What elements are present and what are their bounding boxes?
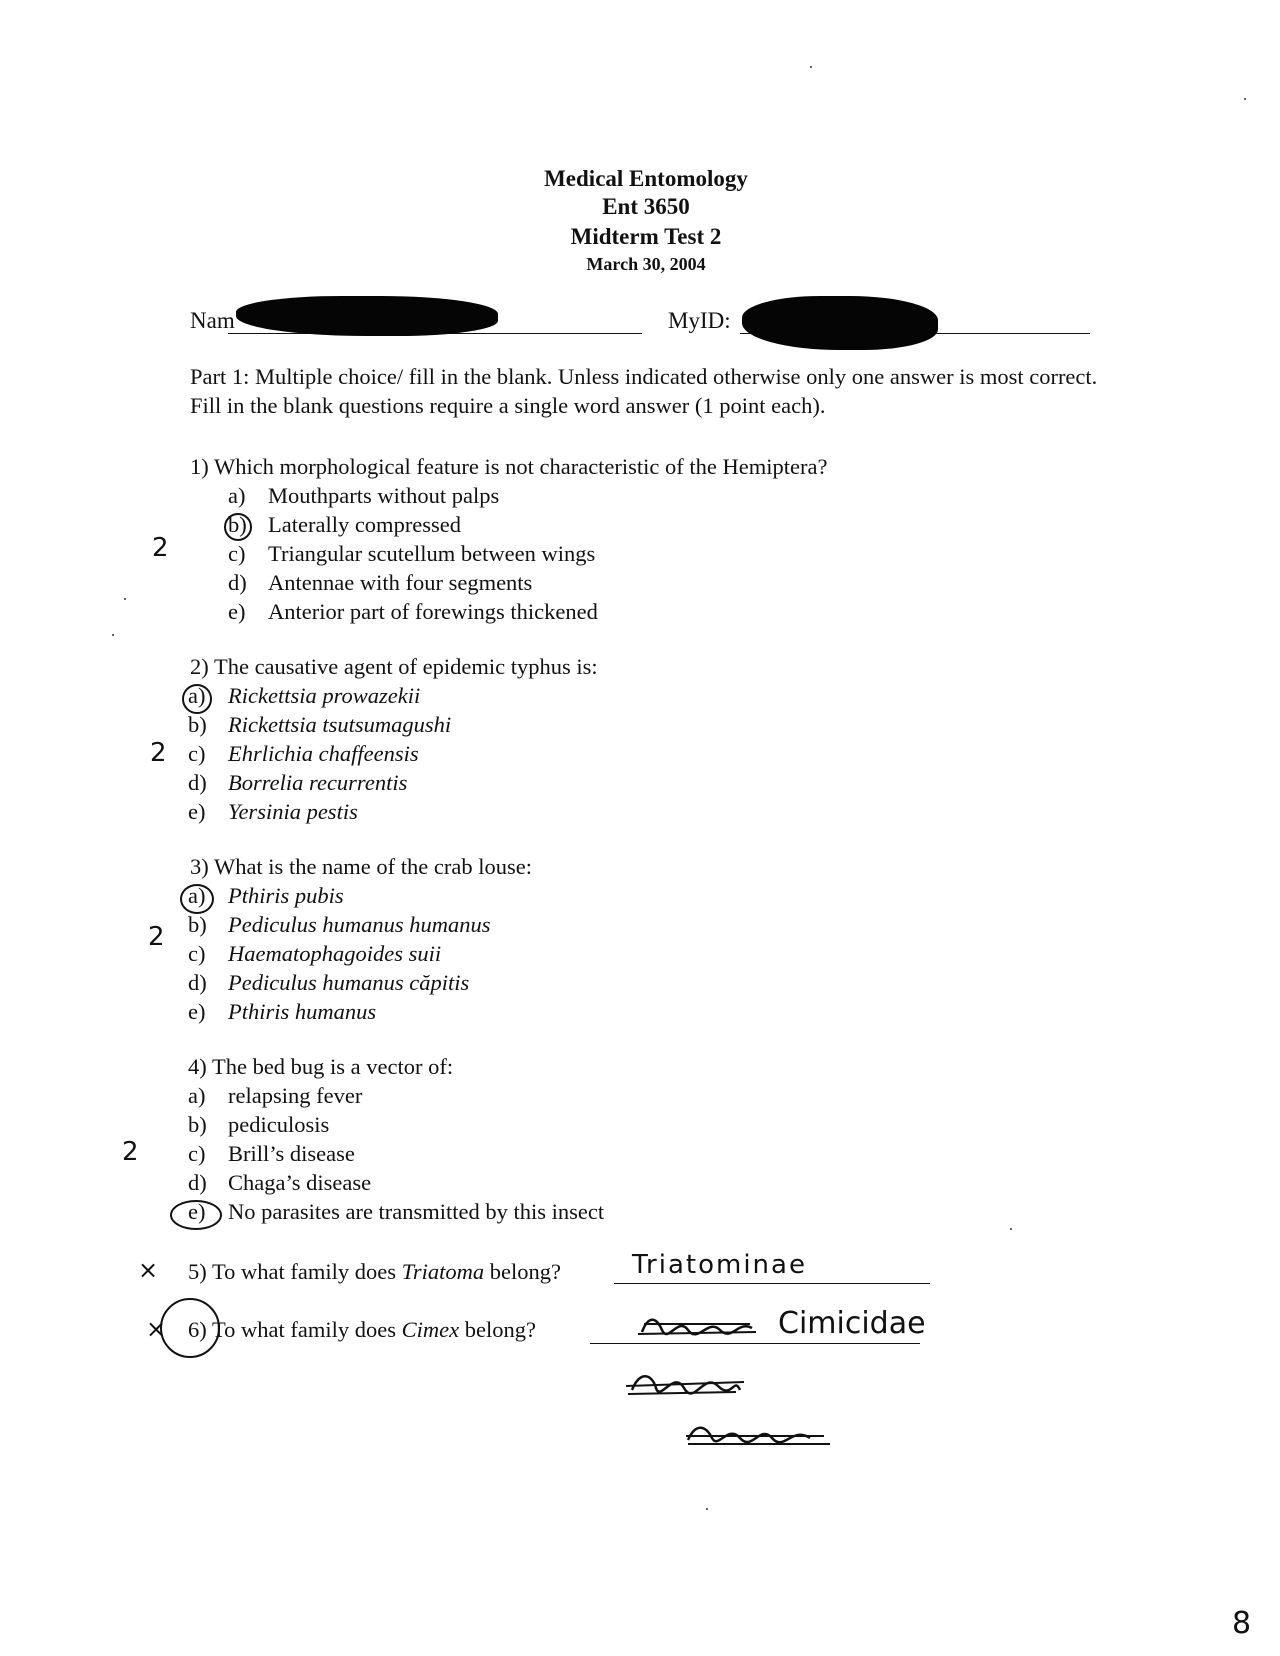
q1-option-e[interactable]	[228, 597, 598, 626]
option-text: pediculosis	[228, 1112, 330, 1137]
question-2-prompt: 2) The causative agent of epidemic typhus is:	[190, 654, 598, 679]
course-code: Ent 3650	[602, 194, 690, 219]
option-text: Pediculus humanus humanus	[228, 912, 491, 937]
test-date: March 30, 2004	[586, 254, 706, 274]
scan-speck	[810, 66, 812, 68]
answer-circle	[224, 513, 252, 541]
q4-option-e[interactable]	[188, 1197, 604, 1226]
q3-option-e[interactable]	[188, 997, 376, 1026]
q1-option-d[interactable]	[228, 568, 532, 597]
q1-option-c[interactable]	[228, 539, 595, 568]
question-2-score: 2	[150, 738, 167, 768]
option-text: Yersinia pestis	[228, 799, 358, 824]
q5-prefix: 5) To what family does	[188, 1259, 402, 1284]
q6-prefix: 6) To what family does	[188, 1317, 402, 1342]
option-text: Pediculus humanus căpitis	[228, 970, 470, 995]
option-text: Laterally compressed	[268, 512, 462, 537]
option-letter: e)	[188, 999, 206, 1024]
question-3-prompt: 3) What is the name of the crab louse:	[190, 854, 532, 879]
option-text: Pthiris pubis	[228, 883, 344, 908]
option-letter: a)	[228, 483, 246, 508]
option-letter: b)	[188, 712, 207, 737]
q3-option-d[interactable]	[188, 968, 469, 997]
question-5-prompt	[188, 1257, 561, 1286]
scan-speck	[706, 1508, 708, 1510]
q5-answer-line	[614, 1283, 930, 1284]
question-1-score: 2	[152, 533, 169, 563]
answer-circle	[182, 684, 212, 714]
crossed-out-scribble	[626, 1366, 746, 1400]
option-text: Chaga’s disease	[228, 1170, 372, 1195]
option-letter: e)	[228, 599, 246, 624]
option-letter: d)	[188, 1170, 207, 1195]
name-label: Nam	[190, 308, 235, 333]
wrong-mark-q5: ×	[138, 1256, 159, 1284]
option-letter: d)	[228, 570, 247, 595]
option-letter: a)	[188, 683, 206, 708]
scan-speck	[124, 598, 126, 600]
option-letter: b)	[188, 1112, 207, 1137]
q3-option-b[interactable]	[188, 910, 491, 939]
option-text: Mouthparts without palps	[268, 483, 500, 508]
q6-answer-line	[590, 1343, 920, 1344]
q5-handwritten-answer[interactable]: Triatominae	[632, 1250, 807, 1280]
option-letter: a)	[188, 883, 206, 908]
option-text: Brill’s disease	[228, 1141, 355, 1166]
id-redaction	[742, 296, 938, 350]
option-letter: e)	[188, 799, 206, 824]
q4-option-a[interactable]	[188, 1081, 362, 1110]
q5-term: Triatoma	[401, 1259, 485, 1284]
q5-suffix: belong?	[484, 1259, 561, 1284]
option-text: relapsing fever	[228, 1083, 363, 1108]
id-label: MyID:	[668, 308, 731, 333]
q2-option-b[interactable]	[188, 710, 451, 739]
option-letter: e)	[188, 1199, 206, 1224]
option-text: No parasites are transmitted by this insect	[228, 1199, 605, 1224]
option-text: Anterior part of forewings thickened	[268, 599, 598, 624]
doc-title: Medical Entomology	[544, 166, 748, 191]
question-1-prompt: 1) Which morphological feature is not characteristic of the Hemiptera?	[190, 454, 828, 479]
option-text: Rickettsia prowazekii	[228, 683, 421, 708]
option-letter: c)	[188, 1141, 206, 1166]
scan-speck	[1010, 1228, 1012, 1230]
option-letter: c)	[188, 741, 206, 766]
option-text: Triangular scutellum between wings	[268, 541, 596, 566]
q1-option-b[interactable]	[228, 510, 461, 539]
option-letter: c)	[188, 941, 206, 966]
option-letter: d)	[188, 770, 207, 795]
q6-handwritten-answer[interactable]: Cimicidae	[778, 1306, 926, 1341]
option-letter: c)	[228, 541, 246, 566]
q4-option-d[interactable]	[188, 1168, 371, 1197]
instructions: Part 1: Multiple choice/ fill in the blank. Unless indicated otherwise only one answer is most correct. Fill in the blank questions require a single word answer (1 point each).	[190, 364, 1098, 418]
option-text: Pthiris humanus	[228, 999, 377, 1024]
q6-term: Cimex	[401, 1317, 460, 1342]
q4-option-b[interactable]	[188, 1110, 329, 1139]
answer-circle	[180, 884, 214, 914]
q4-option-c[interactable]	[188, 1139, 355, 1168]
question-4-prompt: 4) The bed bug is a vector of:	[188, 1054, 454, 1079]
name-redaction	[236, 296, 498, 336]
question-6-prompt	[188, 1315, 536, 1344]
q3-option-c[interactable]	[188, 939, 441, 968]
crossed-out-scribble	[684, 1418, 834, 1448]
option-letter: d)	[188, 970, 207, 995]
option-text: Rickettsia tsutsumagushi	[228, 712, 452, 737]
answer-circle	[170, 1200, 222, 1230]
test-title: Midterm Test 2	[570, 224, 722, 249]
q2-option-c[interactable]	[188, 739, 419, 768]
q6-suffix: belong?	[459, 1317, 536, 1342]
option-text: Antennae with four segments	[268, 570, 533, 595]
page-number: 8	[1232, 1606, 1252, 1641]
option-text: Haematophagoides suii	[228, 941, 442, 966]
option-text: Ehrlichia chaffeensis	[228, 741, 419, 766]
q1-option-a[interactable]	[228, 481, 499, 510]
q2-option-d[interactable]	[188, 768, 407, 797]
q2-option-a[interactable]	[188, 681, 420, 710]
scan-speck	[1244, 98, 1246, 100]
q2-option-e[interactable]	[188, 797, 358, 826]
option-letter: b)	[188, 912, 207, 937]
option-letter: b)	[228, 512, 247, 537]
question-4-score: 2	[122, 1137, 139, 1167]
crossed-out-scribble	[638, 1310, 758, 1340]
question-3-score: 2	[148, 922, 165, 952]
option-text: Borrelia recurrentis	[228, 770, 408, 795]
scan-speck	[112, 634, 114, 636]
wrong-mark-q6: ×	[146, 1315, 167, 1343]
option-letter: a)	[188, 1083, 206, 1108]
